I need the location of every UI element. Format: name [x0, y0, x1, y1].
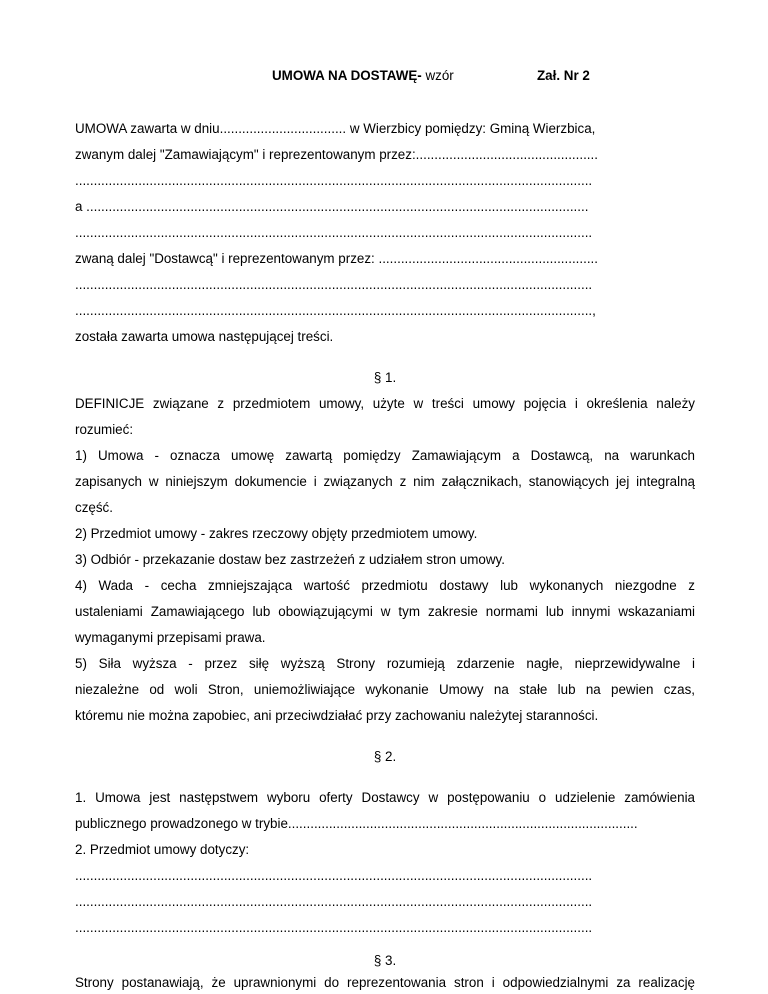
- intro-line: ...........................................................................................................................................: [75, 225, 593, 240]
- intro-line: UMOWA zawarta w dniu.................................. w Wierzbicy pomiędzy: Gminą Wierzbica,: [75, 121, 596, 136]
- intro-line: ...........................................................................................................................................,: [75, 303, 596, 318]
- paragraph-line: 4) Wada - cecha zmniejszająca wartość przedmiotu dostawy lub wykonanych niezgodne z: [75, 578, 695, 593]
- paragraph-line: ...........................................................................................................................................: [75, 920, 593, 935]
- section-heading: § 3.: [373, 953, 397, 968]
- paragraph-line: rozumieć:: [75, 422, 134, 437]
- intro-line: została zawarta umowa następującej treści.: [75, 329, 334, 344]
- paragraph-line: ...........................................................................................................................................: [75, 868, 593, 883]
- paragraph-line: 3) Odbiór - przekazanie dostaw bez zastrzeżeń z udziałem stron umowy.: [75, 552, 505, 567]
- intro-line: ...........................................................................................................................................: [75, 277, 593, 292]
- paragraph-line: ustaleniami Zamawiającego lub obowiązującymi w tym zakresie normami lub innymi wskazaniami: [75, 604, 695, 619]
- section-heading: § 2.: [373, 749, 397, 764]
- document-title-suffix: wzór: [421, 68, 454, 83]
- paragraph-line: 1. Umowa jest następstwem wyboru oferty Dostawcy w postępowaniu o udzielenie zamówienia: [75, 790, 695, 805]
- paragraph-line: niezależne od woli Stron, uniemożliwiające wykonanie Umowy na stałe lub na pewien czas,: [75, 682, 695, 697]
- intro-line: zwaną dalej "Dostawcą" i reprezentowanym przez: ...........................................................: [75, 251, 598, 266]
- paragraph-line: 1) Umowa - oznacza umowę zawartą pomiędzy Zamawiającym a Dostawcą, na warunkach: [75, 448, 695, 463]
- intro-line: a .......................................................................................................................................: [75, 199, 589, 214]
- section-heading: § 1.: [373, 370, 397, 385]
- attachment-number: Zał. Nr 2: [537, 68, 590, 83]
- intro-line: zwanym dalej "Zamawiającym" i reprezentowanym przez:.................................................: [75, 147, 598, 162]
- paragraph-line: Strony postanawiają, że uprawnionymi do reprezentowania stron i odpowiedzialnymi za realizację: [75, 975, 695, 990]
- paragraph-line: 2. Przedmiot umowy dotyczy:: [75, 842, 250, 857]
- paragraph-line: któremu nie można zapobiec, ani przeciwdziałać przy zachowaniu należytej staranności.: [75, 708, 599, 723]
- paragraph-line: zapisanych w niniejszym dokumencie i związanych z nim załącznikach, stanowiących jej integralną: [75, 474, 695, 489]
- document-title: UMOWA NA DOSTAWĘ- wzór: [272, 68, 454, 83]
- intro-line: ...........................................................................................................................................: [75, 173, 593, 188]
- paragraph-line: ...........................................................................................................................................: [75, 894, 593, 909]
- paragraph-line: część.: [75, 500, 113, 515]
- paragraph-line: 5) Siła wyższa - przez siłę wyższą Strony rozumieją zdarzenie nagłe, nieprzewidywalne i: [75, 656, 695, 671]
- paragraph-line: 2) Przedmiot umowy - zakres rzeczowy objęty przedmiotem umowy.: [75, 526, 478, 541]
- paragraph-line: DEFINICJE związane z przedmiotem umowy, użyte w treści umowy pojęcia i określenia należy: [75, 396, 695, 411]
- paragraph-line: wymaganymi przepisami prawa.: [75, 630, 266, 645]
- paragraph-line: publicznego prowadzonego w trybie..............................................................................................: [75, 816, 638, 831]
